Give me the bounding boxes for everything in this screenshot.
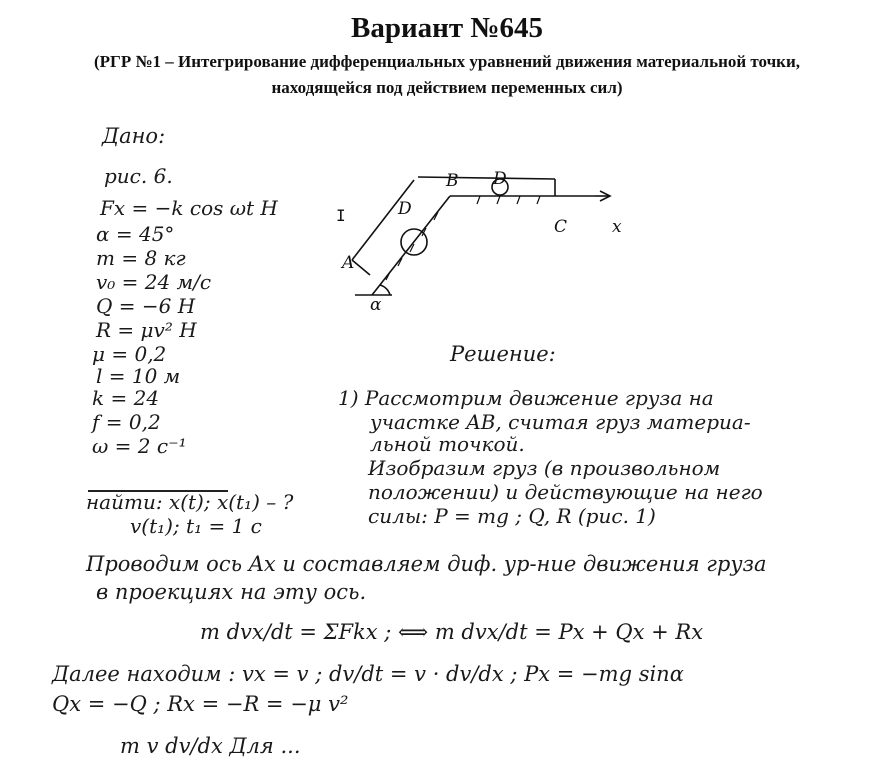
find-line-2: v(t₁); t₁ = 1 с bbox=[130, 514, 262, 538]
subtitle-line-1: (РГР №1 – Интегрирование дифференциальных уравнений движения материальной точки, bbox=[93, 52, 801, 71]
label-a: A bbox=[342, 253, 355, 273]
given-heading: Дано: bbox=[102, 124, 166, 148]
given-item: k = 24 bbox=[92, 386, 160, 410]
solution-line: льной точкой. bbox=[370, 432, 525, 456]
given-item: Fx = −k cos ωt H bbox=[100, 196, 278, 220]
body-line: Проводим ось Ax и составляем диф. ур-ние движения груза bbox=[86, 552, 767, 576]
label-x: x bbox=[612, 217, 622, 237]
body-line: Далее находим : vx = v ; dv/dt = v · dv/dx ; Px = −mg sinα bbox=[52, 662, 684, 686]
find-line-1: найти: x(t); x(t₁) – ? bbox=[86, 490, 294, 514]
page-title: Вариант №645 bbox=[350, 12, 544, 44]
given-item: m = 8 кг bbox=[96, 246, 186, 270]
label-c: C bbox=[554, 217, 568, 237]
given-item: рис. 6. bbox=[104, 164, 173, 188]
body-line-partial: m v dv/dx Для ... bbox=[120, 734, 301, 758]
label-d1: D bbox=[398, 199, 412, 219]
equation-of-motion: m dvx/dt = ΣFkx ; ⟺ m dvx/dt = Px + Qx + Rx bbox=[200, 620, 704, 644]
solution-heading: Решение: bbox=[450, 342, 556, 366]
given-item: v₀ = 24 м/с bbox=[96, 270, 212, 294]
solution-line: Изобразим груз (в произвольном bbox=[368, 456, 721, 480]
body-line: Qx = −Q ; Rx = −R = −μ v² bbox=[52, 692, 349, 716]
given-item: μ = 0,2 bbox=[92, 342, 167, 366]
given-item: Q = −6 H bbox=[96, 294, 196, 318]
given-item: f = 0,2 bbox=[92, 410, 161, 434]
solution-line: силы: P = mg ; Q, R (рис. 1) bbox=[368, 504, 656, 528]
given-item: ω = 2 с⁻¹ bbox=[92, 434, 187, 458]
given-item: α = 45° bbox=[96, 222, 175, 246]
figure-diagram bbox=[342, 160, 640, 315]
given-item: R = μv² H bbox=[96, 318, 197, 342]
label-b: B bbox=[446, 171, 459, 191]
given-item: l = 10 м bbox=[96, 364, 181, 388]
label-d2: D bbox=[493, 169, 507, 189]
solution-line: участке AB, считая груз материа- bbox=[370, 410, 751, 434]
solution-line: 1) Рассмотрим движение груза на bbox=[338, 386, 714, 410]
subtitle-line-2: находящейся под действием переменных сил) bbox=[271, 78, 623, 97]
label-alpha: α bbox=[370, 295, 382, 315]
solution-line: положении) и действующие на него bbox=[368, 480, 763, 504]
text-cursor-icon: I bbox=[336, 206, 346, 225]
body-line: в проекциях на эту ось. bbox=[96, 580, 367, 604]
